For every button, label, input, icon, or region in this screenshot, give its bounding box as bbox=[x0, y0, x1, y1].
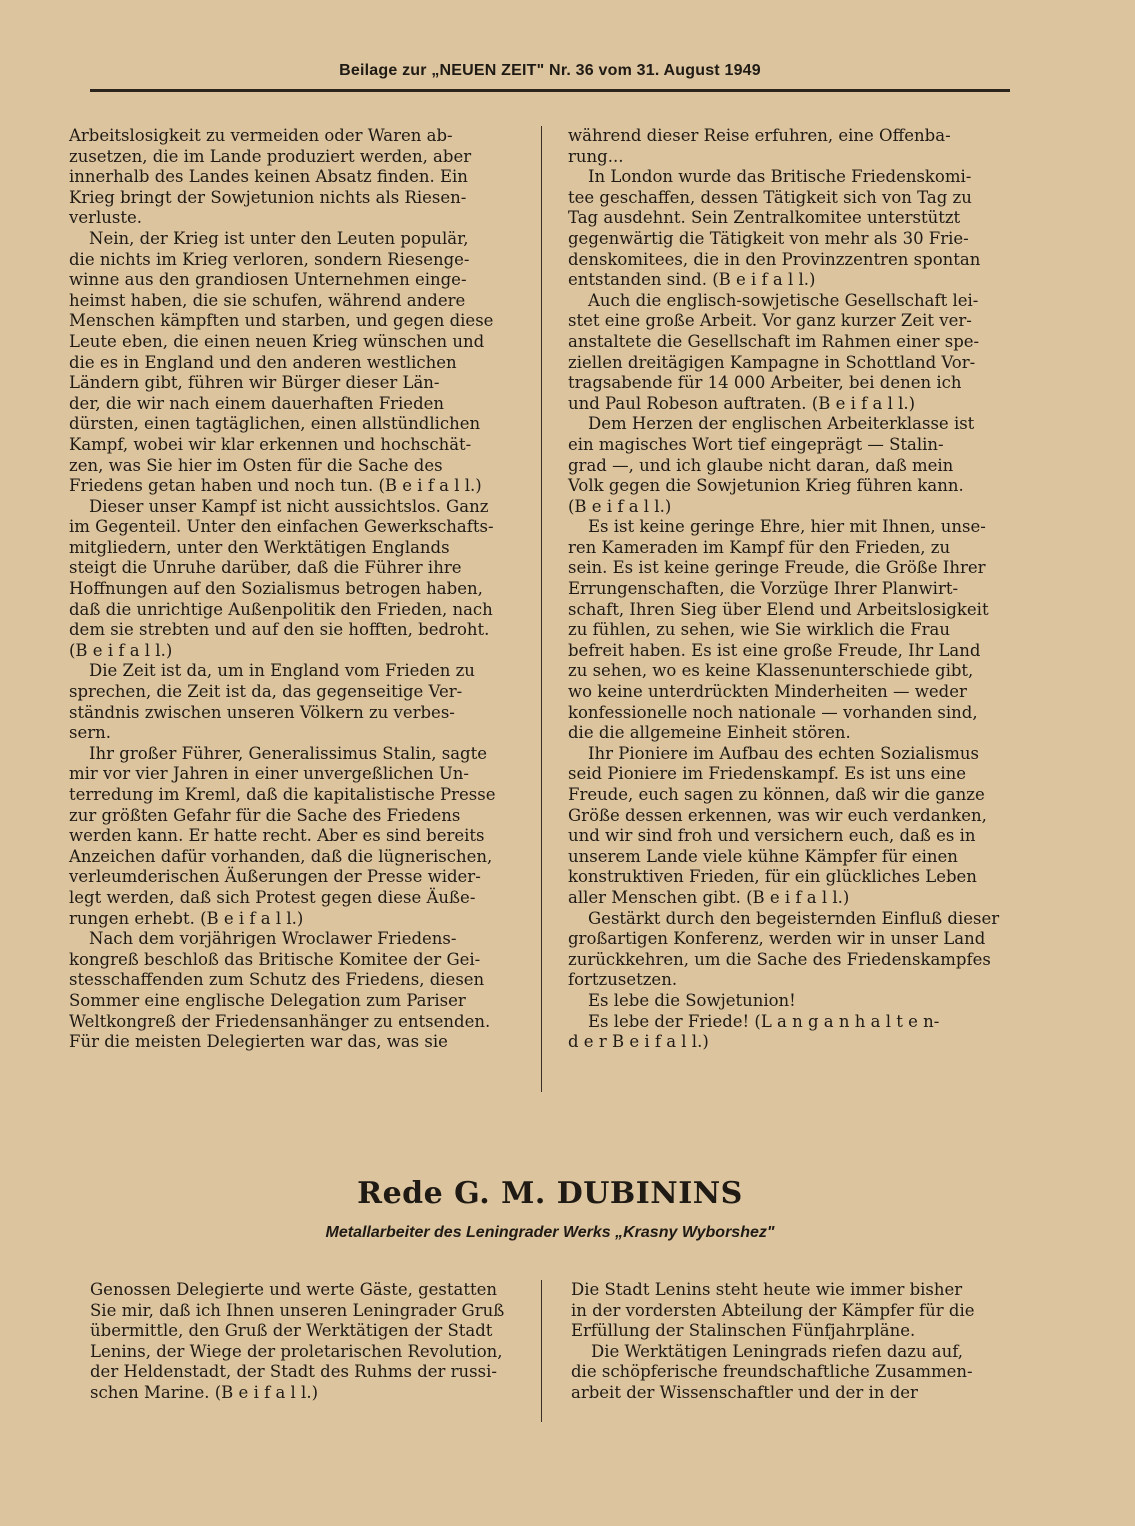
paragraph: Nach dem vorjährigen Wroclawer Friedens- kongreß beschloß das Britische Komitee der Gei- stesschaffenden zum Schutz des Friedens, diesen Sommer eine englische Delegation zum Pariser Weltkongreß der Friedensanhänger zu entsenden. Für die meisten Delegierten war das, was sie bbox=[69, 929, 491, 1052]
paragraph: Die Zeit ist da, um in England vom Frieden zu sprechen, die Zeit ist da, das gegenseitige Ver- ständnis zwischen unseren Völkern zu verbes- sern. bbox=[69, 661, 475, 743]
paragraph: Die Werktätigen Leningrads riefen dazu auf, die schöpferische freundschaftliche Zusammen- arbeit der Wissenschaftler und der in der bbox=[571, 1341, 973, 1402]
paragraph: Die Stadt Lenins steht heute wie immer bisher in der vordersten Abteilung der Kämpfer für die Erfüllung der Stalinschen Fünfjahrpläne. bbox=[571, 1280, 975, 1341]
paragraph: Auch die englisch-sowjetische Gesellschaft lei- stet eine große Arbeit. Vor ganz kurzer Zeit ver- anstaltete die Gesellschaft im Rahmen einer spe- ziellen dreitägigen Kampagne in Schottland Vor- tragsabende für 14 000 Arbeiter, bei denen ich und Paul Robeson auftraten. (B e i f a l l.) bbox=[568, 290, 980, 413]
paragraph: Arbeitslosigkeit zu vermeiden oder Waren ab- zusetzen, die im Lande produziert werden, aber innerhalb des Landes keinen Absatz finden. Ein Krieg bringt der Sowjetunion nichts als Riesen- verluste. bbox=[69, 126, 472, 228]
paragraph: Es lebe der Friede! (L a n g a n h a l t e n- d e r B e i f a l l.) bbox=[568, 1011, 940, 1052]
paragraph: Es lebe die Sowjetunion! bbox=[588, 990, 796, 1010]
paragraph: In London wurde das Britische Friedenskomi- tee geschaffen, dessen Tätigkeit sich von Tag zu Tag ausdehnt. Sein Zentralkomitee unterstützt gegenwärtig die Tätigkeit von mehr als 30 Frie- denskomitees, die in den Provinzzentren spontan entstanden sind. (B e i f a l l.) bbox=[568, 167, 981, 290]
speech-column-left bbox=[90, 1280, 535, 1404]
paragraph: Dieser unser Kampf ist nicht aussichtslos. Ganz im Gegenteil. Unter den einfachen Gewerkschafts- mitgliedern, unter den Werktätigen Englands steigt die Unruhe darüber, daß die Führer ihre Hoffnungen auf den Sozialismus betrogen haben, daß die unrichtige Außenpolitik den Frieden, nach dem sie strebten und auf den sie hofften, bedroht. (B e i f a l l.) bbox=[69, 496, 494, 660]
paragraph: Dem Herzen der englischen Arbeiterklasse ist ein magisches Wort tief eingeprägt — Stalin- grad —, und ich glaube nicht daran, daß mein Volk gegen die Sowjetunion Krieg führen kann. (B e i f a l l.) bbox=[568, 414, 975, 516]
column-divider bbox=[541, 126, 542, 1092]
masthead: Beilage zur „NEUEN ZEIT" Nr. 36 vom 31. August 1949 bbox=[339, 62, 761, 79]
speech-title: Rede G. M. DUBININS bbox=[357, 1176, 743, 1211]
paragraph: Es ist keine geringe Ehre, hier mit Ihnen, unse- ren Kameraden im Kampf für den Frieden, zu sein. Es ist keine geringe Freude, die Größe Ihrer Errungenschaften, die Vorzüge Ihrer Planwirt- schaft, Ihren Sieg über Elend und Arbeitslosigkeit zu fühlen, zu sehen, wie Sie wirklich die Frau befreit haben. Es ist eine große Freude, Ihr Land zu sehen, wo es keine Klassenunterschiede gibt, wo keine unterdrückten Minderheiten — weder konfessionelle noch nationale — vorhanden sind, die die allgemeine Einheit stören. bbox=[568, 517, 989, 743]
speech-subtitle: Metallarbeiter des Leningrader Werks „Krasny Wyborshez" bbox=[325, 1224, 775, 1241]
paragraph: während dieser Reise erfuhren, eine Offenba- rung... bbox=[568, 126, 951, 166]
speech-column-right bbox=[571, 1280, 1016, 1404]
article-column-left bbox=[69, 126, 514, 1053]
column-divider bbox=[541, 1280, 542, 1422]
article-column-right bbox=[568, 126, 1013, 1053]
paragraph: Gestärkt durch den begeisternden Einfluß dieser großartigen Konferenz, werden wir in unser Land zurückkehren, um die Sache des Friedenskampfes fortzusetzen. bbox=[568, 908, 1000, 990]
paragraph: Ihr großer Führer, Generalissimus Stalin, sagte mir vor vier Jahren in einer unvergeßlichen Un- terredung im Kreml, daß die kapitalistische Presse zur größten Gefahr für die Sache des Friedens werden kann. Er hatte recht. Aber es sind bereits Anzeichen dafür vorhanden, daß die lügnerischen, verleumderischen Äußerungen der Presse wider- legt werden, daß sich Protest gegen diese Äuße- rungen erhebt. (B e i f a l l.) bbox=[69, 743, 496, 928]
paragraph: Ihr Pioniere im Aufbau des echten Sozialismus seid Pioniere im Friedenskampf. Es ist uns eine Freude, euch sagen zu können, daß wir die ganze Größe dessen erkennen, was wir euch verdanken, und wir sind froh und versichern euch, daß es in unserem Lande viele kühne Kämpfer für einen konstruktiven Frieden, für ein glückliches Leben aller Menschen gibt. (B e i f a l l.) bbox=[568, 743, 987, 907]
paragraph: Nein, der Krieg ist unter den Leuten populär, die nichts im Krieg verloren, sondern Riesenge- winne aus den grandiosen Unternehmen einge- heimst haben, die sie schufen, während andere Menschen kämpften und starben, und gegen diese Leute eben, die einen neuen Krieg wünschen und die es in England und den anderen westlichen Ländern gibt, führen wir Bürger dieser Län- der, die wir nach einem dauerhaften Frieden dürsten, einen tagtäglichen, einen allstündlichen Kampf, wobei wir klar erkennen und hochschät- zen, was Sie hier im Osten für die Sache des Friedens getan haben und noch tun. (B e i f a l l.) bbox=[69, 228, 494, 496]
paragraph: Genossen Delegierte und werte Gäste, gestatten Sie mir, daß ich Ihnen unseren Leningrader Gruß übermittle, den Gruß der Werktätigen der Stadt Lenins, der Wiege der proletarischen Revolution, der Heldenstadt, der Stadt des Ruhms der russi- schen Marine. (B e i f a l l.) bbox=[90, 1280, 505, 1402]
masthead-rule bbox=[90, 89, 1010, 92]
